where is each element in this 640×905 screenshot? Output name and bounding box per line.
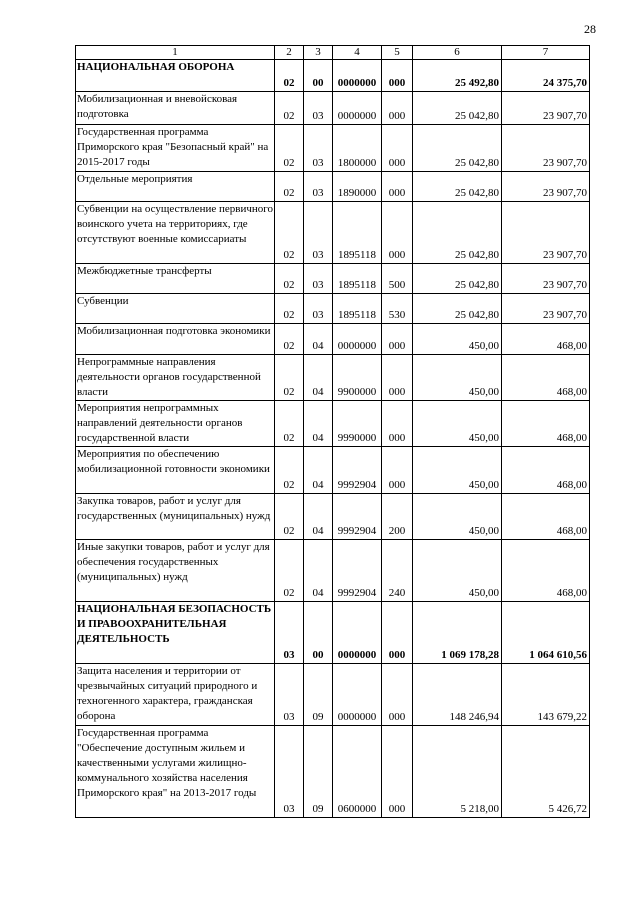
target-article-cell: 1895118 (333, 202, 382, 264)
column-header: 1 (76, 46, 275, 60)
table-row (76, 540, 590, 602)
target-article-cell: 0000000 (333, 324, 382, 355)
amount-year1-cell: 25 492,80 (413, 60, 502, 92)
target-article-cell: 9992904 (333, 540, 382, 602)
amount-year2-cell: 24 375,70 (502, 60, 590, 92)
expense-type-cell: 000 (382, 92, 413, 125)
target-article-cell: 9992904 (333, 494, 382, 540)
page-number: 28 (584, 22, 596, 36)
table-row (76, 92, 590, 125)
table-row (76, 264, 590, 294)
amount-year1-cell: 25 042,80 (413, 172, 502, 202)
row-name-cell: Государственная программа Приморского края "Безопасный край" на 2015-2017 годы (76, 125, 275, 172)
row-name-cell: НАЦИОНАЛЬНАЯ БЕЗОПАСНОСТЬ И ПРАВООХРАНИТЕЛЬНАЯ ДЕЯТЕЛЬНОСТЬ (76, 602, 275, 664)
budget-table (75, 45, 590, 818)
amount-year2-cell: 23 907,70 (502, 172, 590, 202)
row-name-cell: Субвенции (76, 294, 275, 324)
row-name-cell: НАЦИОНАЛЬНАЯ ОБОРОНА (76, 60, 275, 92)
table-row (76, 726, 590, 818)
section-code-cell: 02 (275, 324, 304, 355)
target-article-cell: 9990000 (333, 401, 382, 447)
row-name-cell: Межбюджетные трансферты (76, 264, 275, 294)
table-row (76, 664, 590, 726)
table-row (76, 401, 590, 447)
section-code-cell: 02 (275, 294, 304, 324)
expense-type-cell: 000 (382, 401, 413, 447)
amount-year2-cell: 23 907,70 (502, 125, 590, 172)
section-code-cell: 02 (275, 264, 304, 294)
amount-year1-cell: 25 042,80 (413, 92, 502, 125)
section-code-cell: 02 (275, 355, 304, 401)
expense-type-cell: 000 (382, 172, 413, 202)
expense-type-cell: 500 (382, 264, 413, 294)
subsection-code-cell: 03 (304, 294, 333, 324)
amount-year1-cell: 25 042,80 (413, 125, 502, 172)
expense-type-cell: 000 (382, 726, 413, 818)
column-header: 5 (382, 46, 413, 60)
subsection-code-cell: 00 (304, 60, 333, 92)
subsection-code-cell: 09 (304, 664, 333, 726)
table-row (76, 294, 590, 324)
expense-type-cell: 000 (382, 447, 413, 494)
amount-year1-cell: 25 042,80 (413, 264, 502, 294)
expense-type-cell: 000 (382, 202, 413, 264)
subsection-code-cell: 03 (304, 202, 333, 264)
expense-type-cell: 000 (382, 125, 413, 172)
amount-year2-cell: 468,00 (502, 355, 590, 401)
section-code-cell: 03 (275, 726, 304, 818)
column-header: 2 (275, 46, 304, 60)
section-code-cell: 02 (275, 447, 304, 494)
target-article-cell: 0600000 (333, 726, 382, 818)
section-code-cell: 02 (275, 401, 304, 447)
target-article-cell: 1895118 (333, 264, 382, 294)
row-name-cell: Мобилизационная подготовка экономики (76, 324, 275, 355)
section-code-cell: 02 (275, 494, 304, 540)
row-name-cell: Отдельные мероприятия (76, 172, 275, 202)
subsection-code-cell: 04 (304, 401, 333, 447)
subsection-code-cell: 03 (304, 125, 333, 172)
expense-type-cell: 240 (382, 540, 413, 602)
amount-year2-cell: 468,00 (502, 540, 590, 602)
row-name-cell: Мероприятия по обеспечению мобилизационной готовности экономики (76, 447, 275, 494)
row-name-cell: Защита населения и территории от чрезвычайных ситуаций природного и техногенного характера, гражданская оборона (76, 664, 275, 726)
amount-year2-cell: 468,00 (502, 447, 590, 494)
row-name-cell: Мобилизационная и вневойсковая подготовка (76, 92, 275, 125)
expense-type-cell: 000 (382, 355, 413, 401)
expense-type-cell: 200 (382, 494, 413, 540)
column-header: 3 (304, 46, 333, 60)
row-name-cell: Субвенции на осуществление первичного воинского учета на территориях, где отсутствуют военные комиссариаты (76, 202, 275, 264)
table-row (76, 60, 590, 92)
section-code-cell: 02 (275, 202, 304, 264)
target-article-cell: 0000000 (333, 60, 382, 92)
column-header: 7 (502, 46, 590, 60)
target-article-cell: 0000000 (333, 92, 382, 125)
amount-year2-cell: 468,00 (502, 494, 590, 540)
row-name-cell: Государственная программа "Обеспечение доступным жильем и качественными услугами жилищно-коммунального хозяйства населения Приморского края" на 2013-2017 годы (76, 726, 275, 818)
amount-year1-cell: 148 246,94 (413, 664, 502, 726)
amount-year2-cell: 5 426,72 (502, 726, 590, 818)
subsection-code-cell: 00 (304, 602, 333, 664)
table-row (76, 355, 590, 401)
amount-year2-cell: 23 907,70 (502, 92, 590, 125)
expense-type-cell: 000 (382, 664, 413, 726)
row-name-cell: Закупка товаров, работ и услуг для государственных (муниципальных) нужд (76, 494, 275, 540)
target-article-cell: 1890000 (333, 172, 382, 202)
table-row (76, 172, 590, 202)
subsection-code-cell: 03 (304, 264, 333, 294)
amount-year1-cell: 450,00 (413, 494, 502, 540)
subsection-code-cell: 04 (304, 540, 333, 602)
expense-type-cell: 530 (382, 294, 413, 324)
subsection-code-cell: 04 (304, 494, 333, 540)
expense-type-cell: 000 (382, 324, 413, 355)
target-article-cell: 1895118 (333, 294, 382, 324)
amount-year2-cell: 468,00 (502, 401, 590, 447)
table-row (76, 602, 590, 664)
amount-year2-cell: 143 679,22 (502, 664, 590, 726)
table-row (76, 202, 590, 264)
section-code-cell: 02 (275, 60, 304, 92)
amount-year2-cell: 23 907,70 (502, 294, 590, 324)
amount-year1-cell: 1 069 178,28 (413, 602, 502, 664)
amount-year1-cell: 450,00 (413, 447, 502, 494)
subsection-code-cell: 03 (304, 92, 333, 125)
amount-year1-cell: 5 218,00 (413, 726, 502, 818)
target-article-cell: 0000000 (333, 602, 382, 664)
section-code-cell: 02 (275, 92, 304, 125)
table-row (76, 324, 590, 355)
amount-year1-cell: 450,00 (413, 324, 502, 355)
section-code-cell: 02 (275, 125, 304, 172)
amount-year1-cell: 25 042,80 (413, 202, 502, 264)
amount-year1-cell: 450,00 (413, 401, 502, 447)
subsection-code-cell: 03 (304, 172, 333, 202)
subsection-code-cell: 09 (304, 726, 333, 818)
column-header: 6 (413, 46, 502, 60)
subsection-code-cell: 04 (304, 324, 333, 355)
target-article-cell: 1800000 (333, 125, 382, 172)
section-code-cell: 03 (275, 664, 304, 726)
subsection-code-cell: 04 (304, 447, 333, 494)
expense-type-cell: 000 (382, 60, 413, 92)
target-article-cell: 0000000 (333, 664, 382, 726)
table-row (76, 447, 590, 494)
amount-year2-cell: 23 907,70 (502, 202, 590, 264)
amount-year2-cell: 468,00 (502, 324, 590, 355)
row-name-cell: Иные закупки товаров, работ и услуг для обеспечения государственных (муниципальных) нужд (76, 540, 275, 602)
table-row (76, 494, 590, 540)
table-header-row (76, 46, 590, 60)
section-code-cell: 03 (275, 602, 304, 664)
section-code-cell: 02 (275, 540, 304, 602)
table-row (76, 125, 590, 172)
target-article-cell: 9900000 (333, 355, 382, 401)
amount-year2-cell: 1 064 610,56 (502, 602, 590, 664)
amount-year1-cell: 450,00 (413, 355, 502, 401)
section-code-cell: 02 (275, 172, 304, 202)
amount-year2-cell: 23 907,70 (502, 264, 590, 294)
expense-type-cell: 000 (382, 602, 413, 664)
target-article-cell: 9992904 (333, 447, 382, 494)
subsection-code-cell: 04 (304, 355, 333, 401)
amount-year1-cell: 25 042,80 (413, 294, 502, 324)
row-name-cell: Непрограммные направления деятельности органов государственной власти (76, 355, 275, 401)
column-header: 4 (333, 46, 382, 60)
amount-year1-cell: 450,00 (413, 540, 502, 602)
row-name-cell: Мероприятия непрограммных направлений деятельности органов государственной власти (76, 401, 275, 447)
